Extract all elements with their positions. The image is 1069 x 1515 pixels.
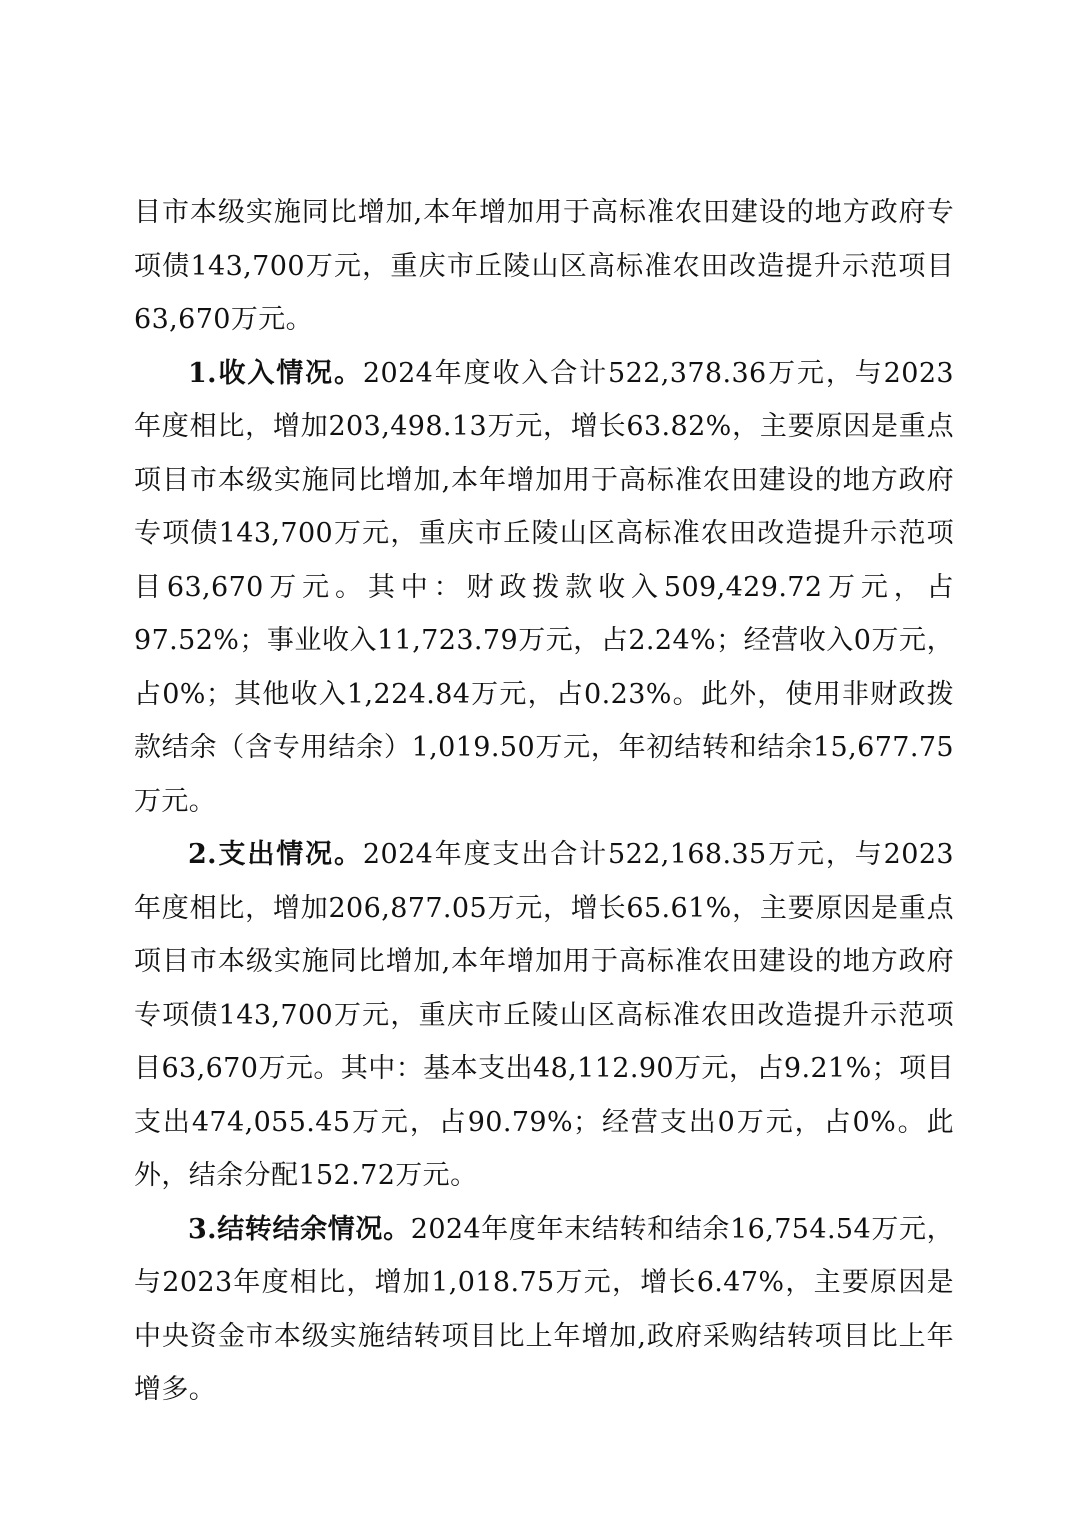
paragraph-text: 目市本级实施同比增加,本年增加用于高标准农田建设的地方政府专项债143,700万元，重庆市丘陵山区高标准农田改造提升示范项目63,670万元。	[134, 197, 954, 335]
paragraph-text: 2024年度年末结转和结余16,754.54万元，与2023年度相比，增加1,018.75万元，增长6.47%，主要原因是中央资金市本级实施结转项目比上年增加,政府采购结转项目比上年增多。	[134, 1213, 955, 1405]
section-heading-carryover: 3.结转结余情况。	[188, 1213, 411, 1245]
paragraph-text: 2024年度收入合计522,378.36万元，与2023年度相比，增加203,498.13万元，增长63.82%，主要原因是重点项目市本级实施同比增加,本年增加用于高标准农田建设的地方政府专项债143,700万元，重庆市丘陵山区高标准农田改造提升示范项目63,670万元。其中：财政拨款收入509,429.72万元，占97.52%；事业收入11,723.79万元，占2.24%；经营收入0万元，占0%；其他收入1,224.84万元，占0.23%。此外，使用非财政拨款结余（含专用结余）1,019.50万元，年初结转和结余15,677.75万元。	[134, 357, 954, 817]
paragraph-continuation	[134, 186, 954, 347]
section-heading-income: 1.收入情况。	[188, 357, 363, 389]
paragraph-text: 2024年度支出合计522,168.35万元，与2023年度相比，增加206,877.05万元，增长65.61%，主要原因是重点项目市本级实施同比增加,本年增加用于高标准农田建设的地方政府专项债143,700万元，重庆市丘陵山区高标准农田改造提升示范项目63,670万元。其中：基本支出48,112.90万元，占9.21%；项目支出474,055.45万元，占90.79%；经营支出0万元，占0%。此外，结余分配152.72万元。	[134, 839, 954, 1191]
paragraph-income	[134, 347, 954, 829]
paragraph-expenditure	[134, 828, 954, 1203]
paragraph-carryover	[134, 1203, 954, 1417]
document-body	[134, 186, 954, 1417]
section-heading-expenditure: 2.支出情况。	[188, 839, 363, 870]
